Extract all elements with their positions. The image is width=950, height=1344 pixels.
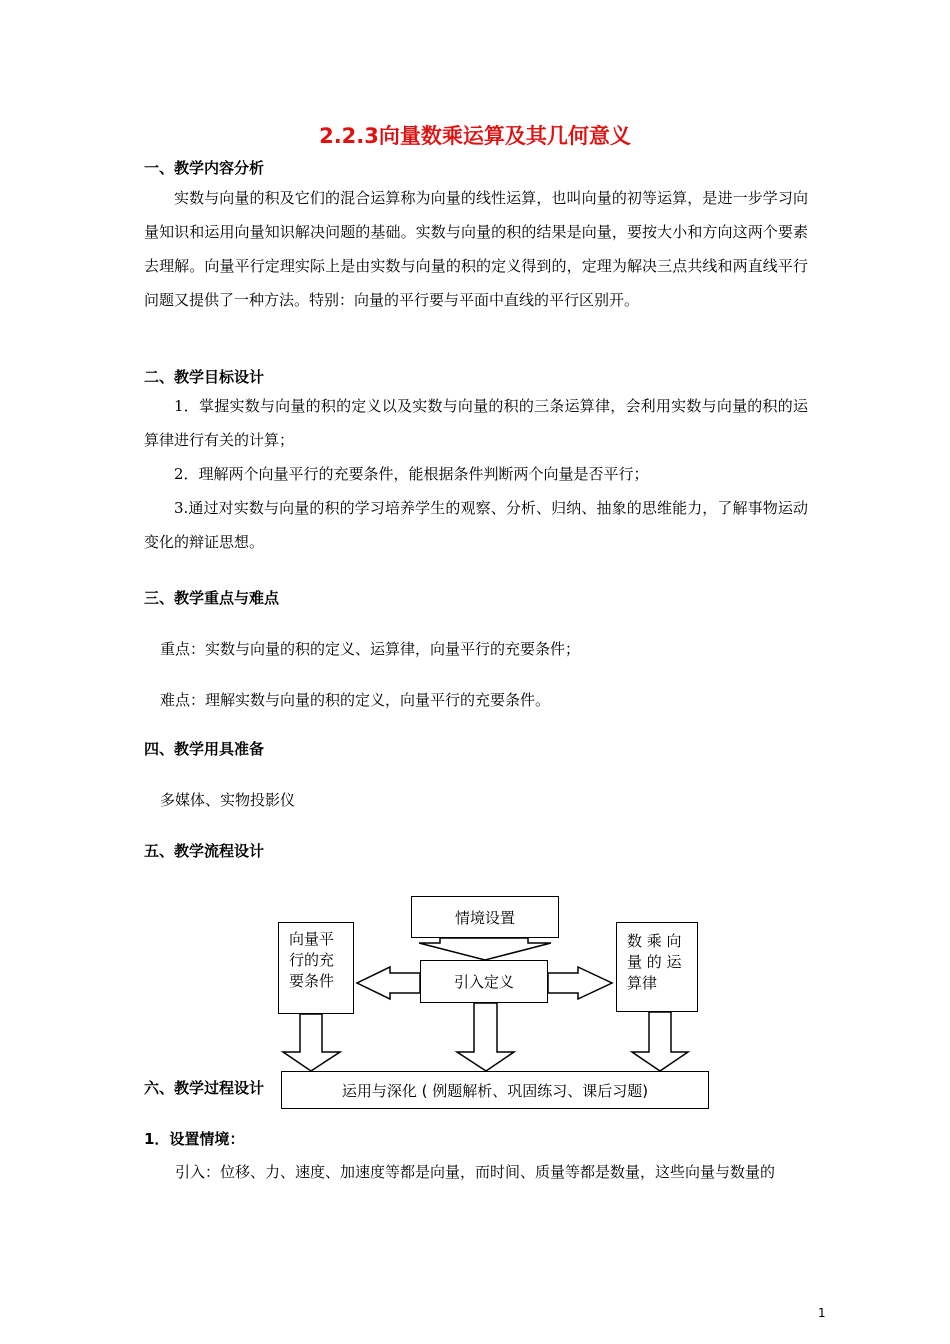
- document-title: 2.2.3向量数乘运算及其几何意义: [319, 124, 631, 148]
- objective-item-3: 3.通过对实数与向量的积的学习培养学生的观察、分析、归纳、抽象的思维能力，了解事物运动变化的辩证思想。: [144, 499, 808, 551]
- flow-left-line-1: 向量平: [289, 930, 335, 948]
- flow-box-application-label: 运用与深化 ( 例题解析、巩固练习、课后习题): [341, 1081, 649, 1100]
- flow-box-scalar-laws: [616, 922, 698, 1012]
- flow-right-line-2: 量 的 运: [627, 953, 682, 971]
- step-heading-situation: 1．设置情境：: [144, 1130, 245, 1148]
- arrow-define-to-right: [548, 967, 612, 999]
- difficulty-text: 难点：理解实数与向量的积的定义，向量平行的充要条件。: [160, 691, 551, 709]
- flow-box-situation-label: 情境设置: [454, 908, 515, 927]
- section-heading-process: 六、教学过程设计: [144, 1079, 265, 1097]
- flow-left-line-3: 要条件: [289, 972, 335, 990]
- step-situation-text: 引入：位移、力、速度、加速度等都是向量，而时间、质量等都是数量，这些向量与数量的: [175, 1163, 776, 1181]
- key-point-text: 重点：实数与向量的积的定义、运算律，向量平行的充要条件；: [160, 640, 581, 658]
- objective-item-2: 2．理解两个向量平行的充要条件，能根据条件判断两个向量是否平行；: [174, 465, 649, 483]
- section-heading-tools: 四、教学用具准备: [144, 740, 265, 758]
- arrow-left-down: [283, 1014, 340, 1071]
- page-number: 1: [818, 1306, 826, 1320]
- flow-right-line-3: 算律: [627, 974, 658, 992]
- arrow-center-down: [457, 1003, 514, 1071]
- flow-left-line-2: 行的充: [289, 951, 335, 969]
- flow-box-define-label: 引入定义: [453, 973, 514, 991]
- flow-box-application: [281, 1071, 709, 1109]
- arrow-situation-to-define: [419, 938, 551, 960]
- flow-right-line-1: 数 乘 向: [627, 932, 682, 950]
- flow-box-parallel-condition: [278, 922, 354, 1014]
- content-analysis-paragraph: 实数与向量的积及它们的混合运算称为向量的线性运算，也叫向量的初等运算，是进一步学习向量知识和运用向量知识解决问题的基础。实数与向量的积的结果是向量，要按大小和方向这两个要素去理解。向量平行定理实际上是由实数与向量的积的定义得到的，定理为解决三点共线和两直线平行问题又提供了一种方法。特别：向量的平行要与平面中直线的平行区别开。: [144, 189, 808, 309]
- section-heading-key-points: 三、教学重点与难点: [144, 589, 280, 607]
- arrow-define-to-left: [357, 967, 420, 999]
- section-heading-objectives: 二、教学目标设计: [144, 368, 265, 386]
- tools-text: 多媒体、实物投影仪: [160, 791, 296, 809]
- flow-box-define: [420, 960, 548, 1003]
- section-heading-content-analysis: 一、教学内容分析: [144, 159, 265, 177]
- arrow-right-down: [632, 1012, 688, 1071]
- flow-box-situation: [411, 896, 559, 938]
- objective-item-1: 1．掌握实数与向量的积的定义以及实数与向量的积的三条运算律，会利用实数与向量的积的运算律进行有关的计算；: [144, 397, 808, 449]
- section-heading-flow: 五、教学流程设计: [144, 842, 265, 860]
